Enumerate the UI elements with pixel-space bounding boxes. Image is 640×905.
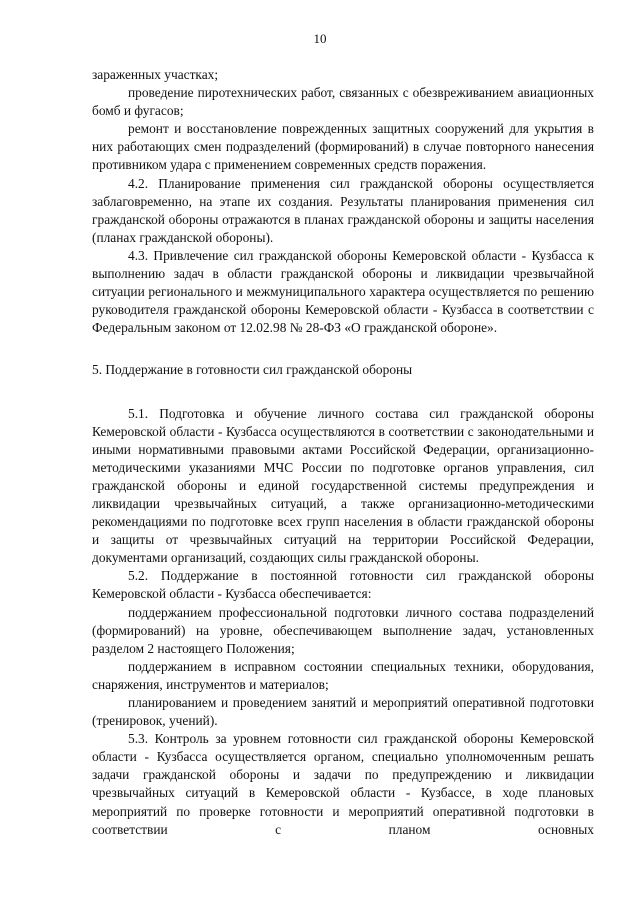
paragraph-4-2: 4.2. Планирование применения сил гражданской обороны осуществляется заблаговременно, на этапе их создания. Результаты планирования применения сил гражданской обороны отражаются в планах гражданской обороны и защиты населения (планах гражданской обороны).	[92, 175, 594, 245]
paragraph: ремонт и восстановление поврежденных защитных сооружений для укрытия в них работающих смен подразделений (формирований) в случае повторного нанесения противником удара с применением современных средств поражения.	[92, 121, 594, 173]
paragraph-5-3: 5.3. Контроль за уровнем готовности сил гражданской обороны Кемеровской области - Кузбасса осуществляется органом, специально уполномоченным решать задачи гражданской обороны и задачи по предупреждению и ликвидации чрезвычайных ситуаций в Кемеровской области - Кузбассе, в ходе плановых мероприятий по проверке готовности и мероприятий оперативной подготовки в соответствии с планом основных	[92, 731, 594, 837]
paragraph-5-1: 5.1. Подготовка и обучение личного состава сил гражданской обороны Кемеровской области - Кузбасса осуществляются в соответствии с законодательными и иными нормативными правовыми актами Российской Федерации, организационно-методическими указаниями МЧС России по подготовке органов управления, сил гражданской обороны и единой государственной системы предупреждения и ликвидации чрезвычайных ситуаций, а также организационно-методическими рекомендациями по подготовке всех групп населения в области гражданской обороны и защиты от чрезвычайных ситуаций на территории Российской Федерации, документами организаций, создающих силы гражданской обороны.	[92, 405, 594, 566]
paragraph: проведение пиротехнических работ, связанных с обезвреживанием авиационных бомб и фугасов;	[92, 85, 594, 119]
paragraph-4-3: 4.3. Привлечение сил гражданской обороны Кемеровской области - Кузбасса к выполнению задач в области гражданской обороны и ликвидации чрезвычайной ситуации регионального и межмуниципального характера осуществляется по решению руководителя гражданской обороны Кемеровской области - Кузбасса в соответствии с Федеральным законом от 12.02.98 № 28-ФЗ «О гражданской обороне».	[92, 247, 594, 336]
paragraph: планированием и проведением занятий и мероприятий оперативной подготовки (тренировок, учений).	[92, 695, 594, 729]
document-body	[92, 66, 594, 839]
paragraph: поддержанием профессиональной подготовки личного состава подразделений (формирований) на уровне, обеспечивающем выполнение задач, установленных разделом 2 настоящего Положения;	[92, 604, 594, 656]
section-heading: 5. Поддержание в готовности сил гражданской обороны	[92, 362, 413, 378]
paragraph: поддержанием в исправном состоянии специальных техники, оборудования, снаряжения, инструментов и материалов;	[92, 658, 594, 692]
paragraph-5-2: 5.2. Поддержание в постоянной готовности сил гражданской обороны Кемеровской области - Кузбасса обеспечивается:	[92, 568, 594, 602]
page-number: 10	[313, 31, 327, 46]
paragraph: зараженных участках;	[92, 67, 219, 82]
